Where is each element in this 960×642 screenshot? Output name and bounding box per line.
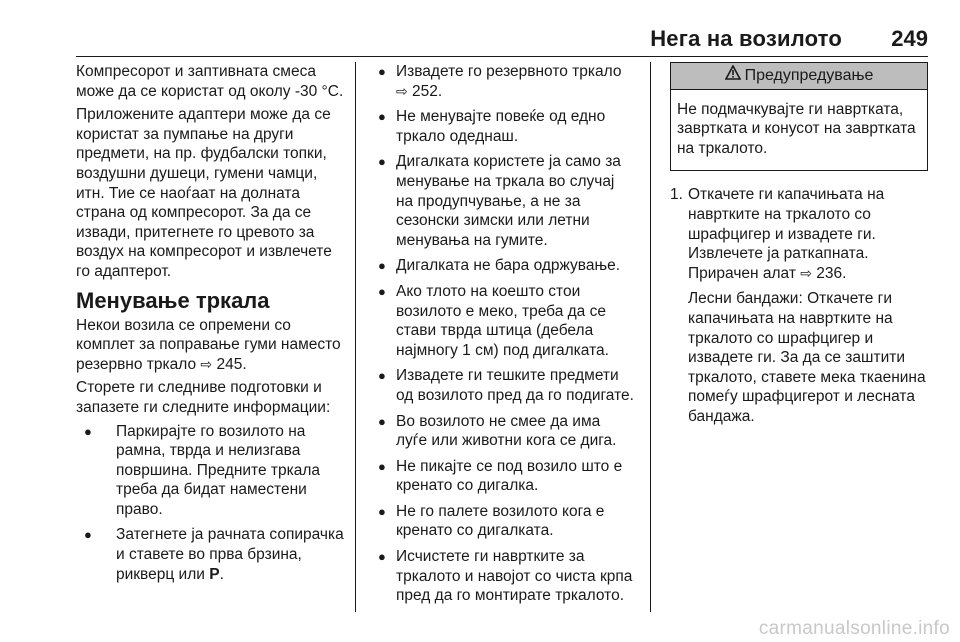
list-item: ● Ако тлото на коешто стои возилото е меко, треба да се стави тврда штица (дебела најмногу 1 см) под дигалката. [372, 282, 634, 360]
list-item: ● Дигалката не бара одржување. [372, 256, 634, 276]
warning-icon [725, 65, 741, 86]
list-item: ● Во возилото не смее да има луѓе или животни кога се дига. [372, 412, 634, 451]
column-divider-1 [355, 62, 356, 612]
header-rule [76, 56, 928, 57]
column-2 [372, 62, 634, 612]
list-item: ● Исчистете ги навртките за тркалото и навојот со чиста крпа пред да го монтирате тркалото. [372, 547, 634, 606]
step-item [670, 185, 928, 426]
list-item-text: Извадете го резервното тркало [396, 63, 622, 80]
list-item: ● Не го палете возилото кога е кренато со дигалката. [372, 502, 634, 541]
page-title: Нега на возилото [650, 26, 842, 51]
warning-header [671, 63, 927, 90]
paragraph [76, 316, 344, 375]
column-divider-2 [650, 62, 651, 612]
bullet-list [76, 422, 344, 585]
page-number: 249 [891, 26, 928, 51]
paragraph: Сторете ги следниве подготовки и запазете ги следните информации: [76, 379, 331, 416]
list-item: ● Паркирајте го возилото на рамна, тврда и нелизгава површина. Предните тркала треба да бидат наместени право. [76, 422, 344, 520]
list-item [76, 525, 344, 584]
list-item: ● Извадете ги тешките предмети од возилото пред да го подигате. [372, 366, 634, 405]
page-reference-icon: ⇨ [800, 264, 812, 281]
warning-box [670, 62, 928, 171]
page-reference-icon: ⇨ [200, 355, 213, 372]
page-reference: 236. [816, 264, 847, 282]
bullet-list [372, 62, 634, 606]
step-text: Лесни бандажи: Откачете ги капачињата на навртките на тркалото со шрафцигер и извадете ги. За да се заштити тркалото, ставете мека ткаенина помеѓу шрафцигерот и лесната бандажа. [688, 290, 926, 425]
list-item: ● Не пикајте се под возило што е кренато со дигалка. [372, 457, 634, 496]
page-reference: 252. [412, 82, 443, 100]
list-item [372, 62, 634, 101]
paragraph: Приложените адаптери може да се користат за пумпање на други предмети, на пр. фудбалски топки, воздушни душеци, гумени чамци, итн. Тие се наоѓаат на долната страна од компресорот. За да се извади, притегнете го цревото за воздух на компресорот и извлечете го адаптерот. [76, 106, 332, 280]
paragraph: Компресорот и заптивната смеса може да се користат од околу -30 °C. [76, 63, 344, 100]
page-reference-icon: ⇨ [396, 82, 408, 99]
list-item: ● Дигалката користете ја само за менување на тркала во случај на продупчување, а не за сезонски зимски или летни менувања на гумите. [372, 152, 634, 250]
page-reference: 245. [216, 355, 247, 373]
warning-text: Не подмачкувајте ги навртката, завртката и конусот на завртката на тркалото. [677, 100, 916, 157]
steps-list [670, 185, 928, 426]
step-text [688, 185, 928, 283]
step-text-body: Откачете ги капачињата на навртките на тркалото со шрафцигер и извадете ги. Извлечете ја раткапната. Прирачен алат [688, 186, 885, 282]
page-header [76, 26, 928, 56]
section-heading: Менување тркала [76, 287, 270, 313]
column-1 [76, 62, 344, 590]
list-item-text: Затегнете ја рачната сопирачка и ставете во прва брзина, рикверц или [116, 526, 344, 583]
paragraph-text: Некои возила се опремени со комплет за поправање гуми наместо резервно тркало [76, 316, 341, 373]
gear-label: P [209, 565, 220, 583]
list-item: ● Не менувајте повеќе од едно тркало одеднаш. [372, 107, 634, 146]
list-item-end: . [219, 565, 224, 583]
step-number: 1. [670, 186, 683, 204]
warning-title: Предупредување [744, 67, 874, 84]
watermark: carmanualsonline.info [758, 618, 950, 639]
column-3 [670, 62, 928, 433]
